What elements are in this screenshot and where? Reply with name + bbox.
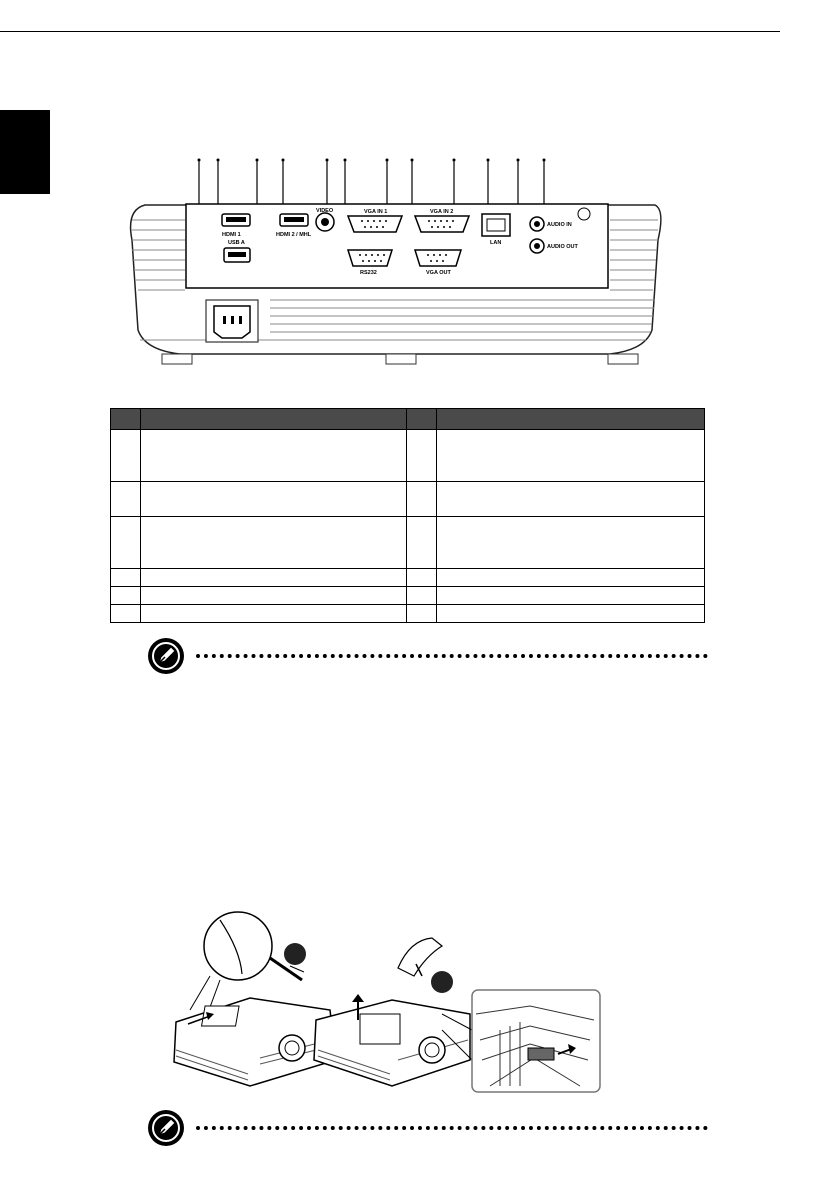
label-audio-out: AUDIO OUT xyxy=(547,244,578,250)
table-cell xyxy=(437,482,705,517)
table-row xyxy=(111,430,705,482)
lamp-replacement-figure xyxy=(170,910,602,1094)
label-rs232: RS232 xyxy=(360,270,377,276)
table-header-row xyxy=(111,409,705,430)
page-header xyxy=(0,0,780,32)
table-cell xyxy=(407,569,437,587)
table-cell xyxy=(111,482,141,517)
note-block xyxy=(146,636,708,676)
label-video: VIDEO xyxy=(316,208,334,214)
table-header-cell xyxy=(437,409,705,430)
label-usb-a: USB A xyxy=(228,240,245,246)
note-divider xyxy=(196,1126,708,1130)
table-cell xyxy=(437,430,705,482)
table-header-cell xyxy=(111,409,141,430)
projector-rear-panel-figure xyxy=(110,150,680,382)
table-cell xyxy=(407,430,437,482)
table-cell xyxy=(111,569,141,587)
note-block xyxy=(146,1108,708,1148)
table-row xyxy=(111,587,705,605)
note-divider xyxy=(196,654,708,658)
table-row xyxy=(111,482,705,517)
table-header-cell xyxy=(141,409,407,430)
connector-table xyxy=(110,408,705,623)
table-cell xyxy=(111,605,141,623)
label-hdmi2-mhl: HDMI 2 / MHL xyxy=(276,232,312,238)
table-cell xyxy=(407,605,437,623)
table-cell xyxy=(141,517,407,569)
label-vga-in2: VGA IN 2 xyxy=(430,209,454,215)
label-lan: LAN xyxy=(490,240,502,246)
table-cell xyxy=(141,482,407,517)
note-pen-icon xyxy=(146,1108,186,1148)
label-audio-in: AUDIO IN xyxy=(547,222,572,228)
header-rule xyxy=(0,31,780,32)
table-cell xyxy=(437,587,705,605)
table-cell xyxy=(141,587,407,605)
table-cell xyxy=(141,430,407,482)
table-cell xyxy=(111,430,141,482)
table-cell xyxy=(407,587,437,605)
table-cell xyxy=(437,517,705,569)
note-pen-icon xyxy=(146,636,186,676)
table-cell xyxy=(407,517,437,569)
label-vga-out: VGA OUT xyxy=(426,270,451,276)
language-side-tab xyxy=(0,110,50,194)
table-cell xyxy=(141,605,407,623)
table-cell xyxy=(141,569,407,587)
table-row xyxy=(111,569,705,587)
table-cell xyxy=(111,587,141,605)
label-vga-in1: VGA IN 1 xyxy=(364,209,388,215)
table-cell xyxy=(437,605,705,623)
table-cell xyxy=(437,569,705,587)
table-header-cell xyxy=(407,409,437,430)
label-hdmi1: HDMI 1 xyxy=(222,232,241,238)
table-cell xyxy=(111,517,141,569)
table-row xyxy=(111,605,705,623)
table-row xyxy=(111,517,705,569)
table-cell xyxy=(407,482,437,517)
